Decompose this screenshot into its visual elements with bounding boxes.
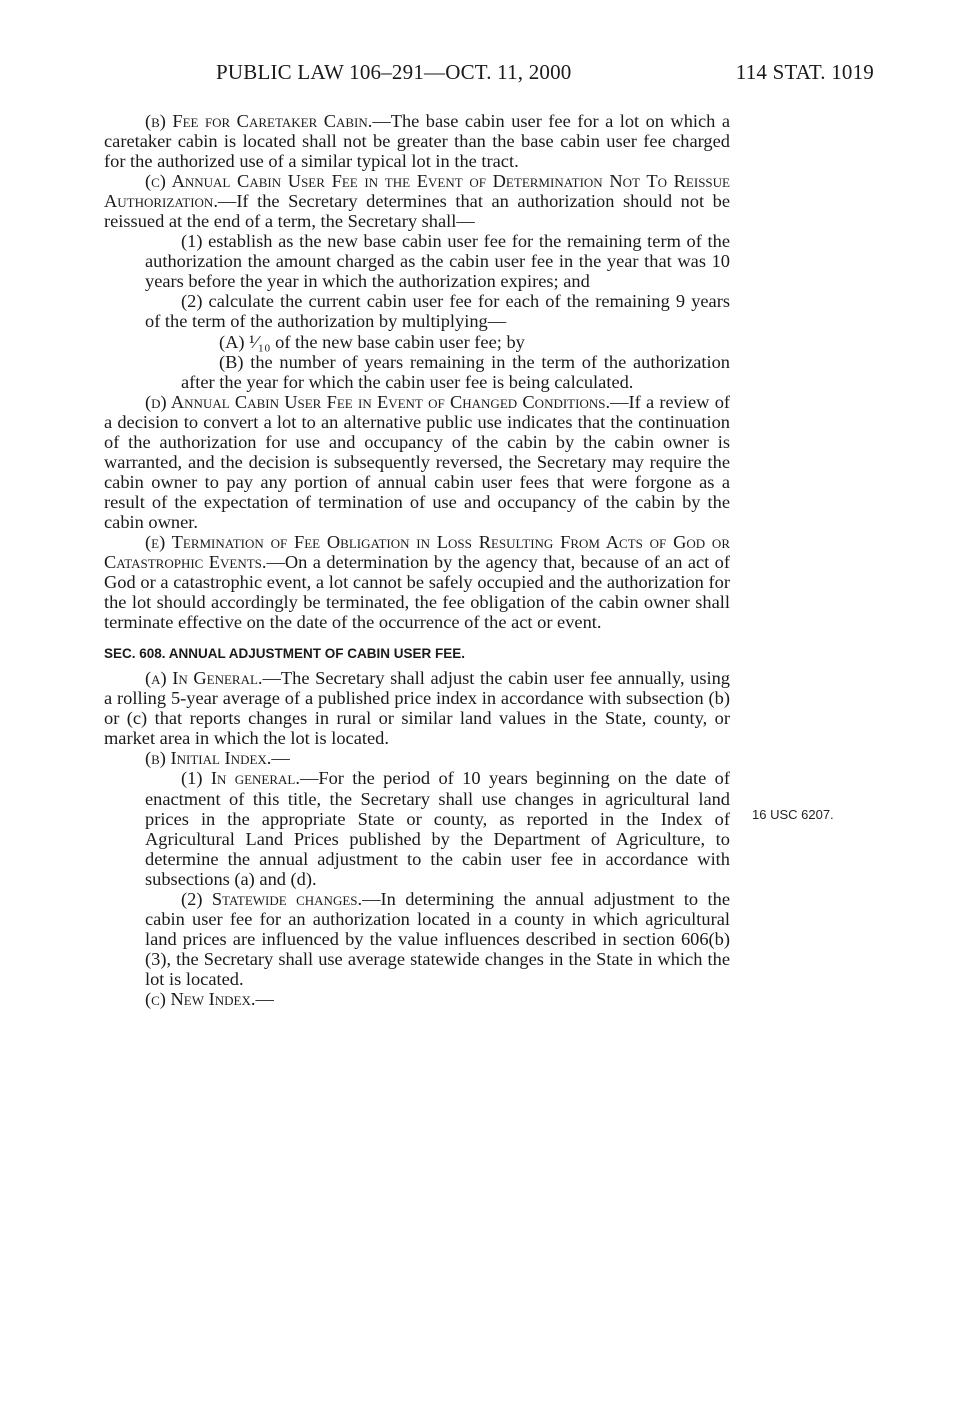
section-608-b-1 [104, 768, 730, 888]
body-text [104, 111, 730, 1009]
paragraph-c-2-a: (A) ¹⁄₁₀ of the new base cabin user fee; by [219, 331, 525, 352]
section-608-a-heading: (a) In General. [145, 668, 263, 689]
section-608-c-text: — [255, 988, 274, 1009]
section-608-b-2 [104, 889, 730, 989]
section-608-b [104, 748, 730, 768]
paragraph-d [104, 392, 730, 532]
section-608-c [104, 989, 730, 1009]
paragraph-e-text: —On a determination by the agency that, because of an act of God or a catastrophic event, a lot cannot be safely occupied and the authorization for the lot should accordingly be terminated, the fee obligation of the cabin owner shall terminate effective on the date of the occurrence of the act or event. [104, 552, 731, 633]
section-608-c-heading: (c) New Index. [145, 988, 256, 1009]
paragraph-c-2: (2) calculate the current cabin user fee for each of the remaining 9 years of the term of the authorization by multiplying— [145, 291, 730, 332]
section-608-b-2-text: —In determining the annual adjustment to the cabin user fee for an authorization located in a county in which agricultural land prices are influenced by the value influences described in section 606(b)(3), the Secretary shall use average statewide changes in the State in which the lot is located. [145, 888, 730, 989]
section-608-b-1-heading: (1) In general. [181, 768, 300, 789]
paragraph-e [104, 532, 730, 632]
section-608-b-1-text: —For the period of 10 years beginning on the date of enactment of this title, the Secretary shall use changes in agricultural land prices in the appropriate State or county, as reported in the Index of Agricultural Land Prices published by the Department of Agriculture, to determine the annual adjustment to the cabin user fee in accordance with subsections (a) and (d). [145, 768, 730, 889]
paragraph-c-text: —If the Secretary determines that an authorization should not be reissued at the end of a term, the Secretary shall— [104, 191, 730, 232]
header-public-law: PUBLIC LAW 106–291—OCT. 11, 2000 [216, 60, 572, 84]
paragraph-d-heading: (d) Annual Cabin User Fee in Event of Changed Conditions. [145, 391, 611, 412]
paragraph-c-1: (1) establish as the new base cabin user fee for the remaining term of the authorization the amount charged as the cabin user fee in the year that was 10 years before the year in which the authorization expires; and [145, 231, 730, 292]
section-608-a-text: —The Secretary shall adjust the cabin user fee annually, using a rolling 5-year average of a published price index in accordance with subsection (b) or (c) that reports changes in rural or similar land values in the State, county, or market area in which the lot is located. [104, 668, 730, 749]
paragraph-b [104, 111, 730, 171]
paragraph-b-text: —The base cabin user fee for a lot on which a caretaker cabin is located shall not be greater than the base cabin user fee charged for the authorized use of a similar typical lot in the tract. [104, 111, 730, 172]
section-608-b-2-heading: (2) Statewide changes. [181, 888, 363, 909]
paragraph-c-heading: (c) Annual Cabin User Fee in the Event of Determination Not To Reissue Authorization. [104, 171, 730, 212]
running-header [104, 60, 874, 90]
header-stat-page: 114 STAT. 1019 [735, 60, 874, 84]
paragraph-c [104, 171, 730, 231]
paragraph-d-text: —If a review of a decision to convert a lot to an alternative public use indicates that the continuation of the authorization for use and occupancy of the cabin by the cabin owner is warranted, and the decision is subsequently reversed, the Secretary may require the cabin owner to pay any portion of annual cabin user fees that were forgone as a result of the expectation of termination of use and occupancy of the cabin by the cabin owner. [104, 391, 731, 532]
paragraph-e-heading: (e) Termination of Fee Obligation in Loss Resulting From Acts of God or Catastrophic Events. [104, 531, 730, 573]
section-608-b-heading: (b) Initial Index. [145, 748, 272, 769]
section-608-b-text: — [271, 748, 290, 769]
paragraph-c-2-b: (B) the number of years remaining in the term of the authorization after the year for which the cabin user fee is being calculated. [181, 351, 730, 392]
section-608-a [104, 668, 730, 748]
margin-citation: 16 USC 6207. [752, 807, 834, 822]
paragraph-b-heading: (b) Fee for Caretaker Cabin. [145, 111, 373, 131]
section-heading: SEC. 608. ANNUAL ADJUSTMENT OF CABIN USER FEE. [104, 646, 466, 662]
